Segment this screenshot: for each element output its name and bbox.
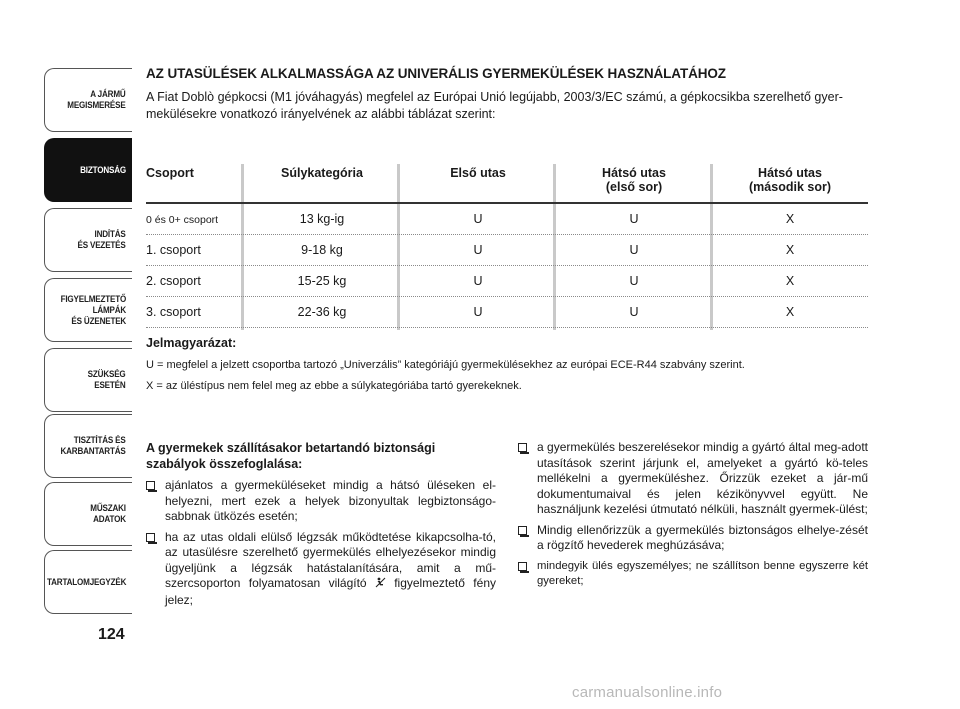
list-item [146,478,496,525]
bullet-text: mindegyik ülés egyszemélyes; ne szállítson benne egyszerre két gyereket; [537,559,868,587]
cell-weight: 13 kg-ig [299,212,345,226]
cell-front: U [473,212,483,226]
bullet-text-tail: figyelmeztető fény jelez; [165,576,496,607]
bullet-text: Mindig ellenőrizzük a gyermekülés biztonságos elhelye-zését a rögzítő hevederek meghúzásáva; [537,522,868,552]
tab-warning-lights[interactable]: FIGYELMEZTETŐ LÁMPÁK ÉS ÜZENETEK [44,278,132,342]
cell-weight: 9-18 kg [301,243,343,257]
header-front-passenger: Első utas [450,166,506,180]
tab-index[interactable]: TARTALOMJEGYZÉK [44,550,132,614]
table-row [146,235,868,266]
table-row [146,297,868,328]
section-intro: A Fiat Doblò gépkocsi (M1 jóváhagyás) megfelel az Európai Unió legújabb, 2003/3/EC számú, a gépkocsikba szerelhető gyer-mekülésekre vonatkozó irányelvének az alábbi táblázat szerint: [146,90,843,121]
cell-group: 3. csoport [146,305,201,319]
cell-rear-second: X [785,212,795,226]
checkbox-bullet-icon [518,562,527,571]
cell-weight: 22-36 kg [297,305,347,319]
bullet-text: a gyermekülés beszerelésekor mindig a gyártó által meg-adott utasítások szerint járjunk el, amelyeket a gyártó kö-teles mellékelni a gyermeküléshez. Őrizzük ezeket a jár-mű dokumentumaival és jelen kézikönyvvel együtt. Ne használjunk kezelési útmutató nélküli, használt gyermek-ülést; [537,440,868,516]
checkbox-bullet-icon [518,526,527,535]
table-row [146,266,868,297]
checkbox-bullet-icon [518,443,527,452]
cell-rear-first: U [629,274,639,288]
safety-rules-right [518,440,868,595]
checkbox-bullet-icon [146,533,155,542]
legend-title: Jelmagyarázat: [146,336,237,350]
bullet-text: ha az utas oldali elülső légzsák működtetése kikapcsolha-tó, az utasülésre szerelhető gyermekülés elhelyezésekor mindig ügyeljünk a légzsák hatástalanítására, amit a mű-szercsoporton folyamatosan világító [165,529,496,590]
rules-heading: A gyermekek szállításakor betartandó biztonsági szabályok összefoglalása: [146,441,436,471]
cell-rear-second: X [785,243,795,257]
table-row [146,204,868,235]
list-item [518,523,868,554]
tab-starting-driving[interactable]: INDÍTÁS ÉS VEZETÉS [44,208,132,272]
section-header [146,66,868,123]
header-weight: Súlykategória [281,166,363,180]
list-item [518,440,868,518]
legend-x: X = az üléstípus nem felel meg az ebbe a súlykategóriába tartó gyerekeknek. [146,380,522,392]
header-rear-first-row: Hátsó utas (első sor) [602,166,666,194]
cell-weight: 15-25 kg [297,274,347,288]
table-header [146,160,868,204]
cell-rear-first: U [629,243,639,257]
tab-maintenance[interactable]: TISZTÍTÁS ÉS KARBANTARTÁS [44,414,132,478]
tab-technical-data[interactable]: MŰSZAKI ADATOK [44,482,132,546]
child-seat-table [146,160,868,328]
cell-front: U [473,274,483,288]
page-number: 124 [98,626,125,643]
table-legend [146,336,868,392]
list-item [518,559,868,590]
cell-group: 2. csoport [146,274,201,288]
cell-front: U [473,243,483,257]
tab-emergency[interactable]: SZÜKSÉG ESETÉN [44,348,132,412]
list-item [146,530,496,609]
bullet-text: ajánlatos a gyermeküléseket mindig a hátsó üléseken el-helyezni, mert ezek a helyek bizonyultak legbiztonságo-sabbnak ütközés esetén; [165,478,496,523]
tab-vehicle-overview[interactable]: A JÁRMŰ MEGISMERÉSE [44,68,132,132]
section-heading: AZ UTASÜLÉSEK ALKALMASSÁGA AZ UNIVERÁLIS GYERMEKÜLÉSEK HASZNÁLATÁHOZ [146,66,726,81]
cell-rear-first: U [629,212,639,226]
tab-safety[interactable]: BIZTONSÁG [44,138,132,202]
cell-group: 0 és 0+ csoport [146,214,219,226]
legend-u: U = megfelel a jelzett csoportba tartozó „Univerzális” kategóriájú gyermekülésekhez az európai ECE-R44 szabvány szerint. [146,359,745,371]
header-group: Csoport [146,166,194,180]
watermark: carmanualsonline.info [572,684,723,701]
cell-front: U [473,305,483,319]
header-rear-second-row: Hátsó utas (második sor) [749,166,831,194]
cell-rear-first: U [629,305,639,319]
safety-rules-left [146,440,496,613]
cell-rear-second: X [785,305,795,319]
cell-rear-second: X [785,274,795,288]
airbag-off-icon [375,578,394,590]
cell-group: 1. csoport [146,243,201,257]
checkbox-bullet-icon [146,481,155,490]
